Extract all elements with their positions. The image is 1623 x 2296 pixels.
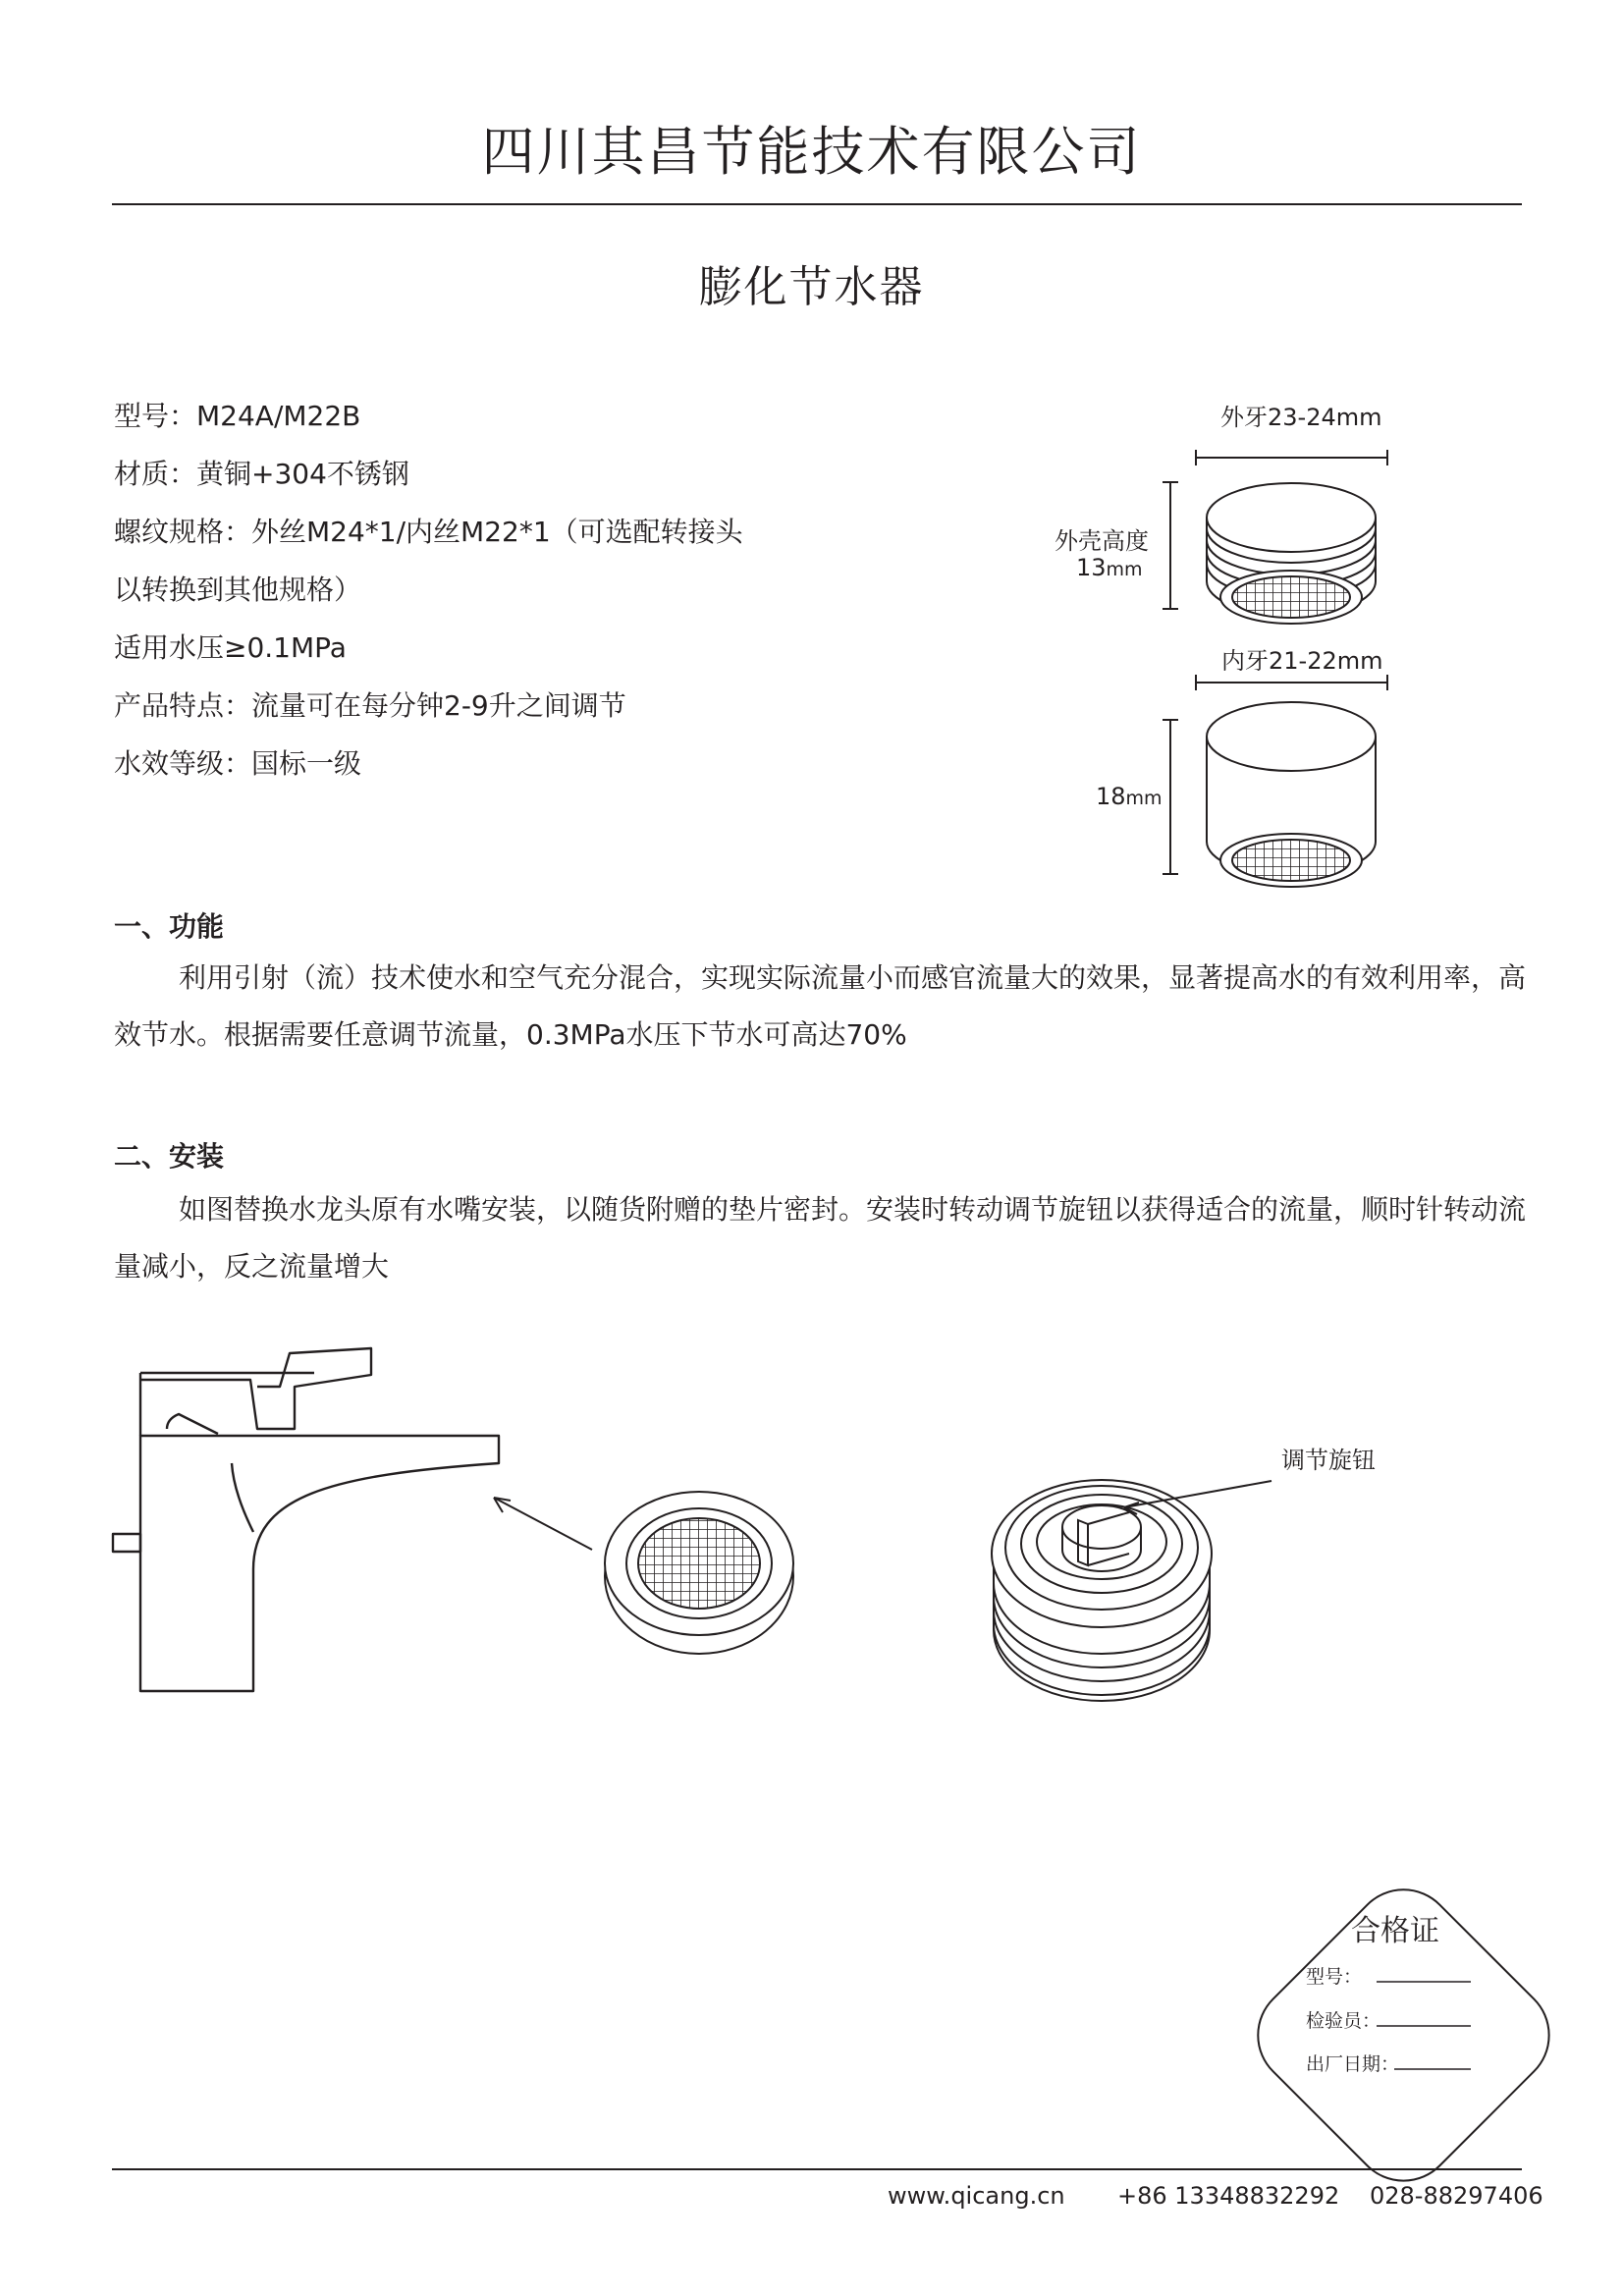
height-dimension — [1163, 720, 1178, 874]
outer-thread-dimension — [1196, 450, 1387, 465]
spec-efficiency: 水效等级：国标一级 — [114, 747, 362, 780]
aerator-smooth-drawing — [1207, 702, 1376, 887]
footer-website[interactable]: www.qicang.cn — [888, 2182, 1065, 2210]
shell-height-dimension — [1163, 482, 1178, 609]
spec-model: 型号：M24A/M22B — [114, 400, 361, 432]
footer-divider — [112, 2168, 1522, 2170]
section-function-text: 利用引射（流）技术使水和空气充分混合，实现实际流量小而感官流量大的效果，显著提高水的有效利用率，高效节水。根据需要任意调节流量，0.3MPa水压下节水可高达70% — [114, 961, 1527, 1051]
shell-height-value: 13mm — [1076, 554, 1143, 581]
certificate-title: 合格证 — [1351, 1914, 1439, 1948]
install-arrow — [494, 1498, 592, 1550]
spec-thread-cont: 以转换到其他规格） — [114, 574, 362, 606]
section-install-title: 二、安装 — [114, 1140, 225, 1173]
inner-thread-dimension — [1196, 675, 1387, 690]
product-title: 膨化节水器 — [698, 262, 925, 312]
inner-thread-label: 内牙21-22mm — [1221, 647, 1383, 675]
certificate-field-date: 出厂日期： — [1306, 2053, 1400, 2075]
footer-phone[interactable]: +86 13348832292 — [1117, 2182, 1340, 2210]
footer-tel[interactable]: 028-88297406 — [1370, 2182, 1543, 2210]
knob-label: 调节旋钮 — [1281, 1447, 1376, 1474]
certificate-field-inspector: 检验员： — [1306, 2010, 1381, 2032]
certificate-field-model: 型号： — [1306, 1966, 1363, 1988]
spec-material: 材质：黄铜+304不锈钢 — [114, 458, 409, 490]
aerator-disk-drawing — [605, 1492, 793, 1654]
faucet-drawing — [113, 1348, 499, 1691]
section-function-title: 一、功能 — [114, 910, 225, 943]
aerator-threaded-drawing — [1207, 483, 1376, 624]
section-install-text: 如图替换水龙头原有水嘴安装，以随货附赠的垫片密封。安装时转动调节旋钮以获得适合的流量，顺时针转动流量减小，反之流量增大 — [114, 1193, 1527, 1283]
height-value: 18mm — [1096, 783, 1163, 810]
spec-pressure: 适用水压≥0.1MPa — [114, 631, 347, 664]
company-name: 四川其昌节能技术有限公司 — [481, 121, 1142, 183]
shell-height-label: 外壳高度 — [1055, 527, 1149, 555]
spec-thread: 螺纹规格：外丝M24*1/内丝M22*1（可选配转接头 — [114, 516, 743, 548]
spec-feature: 产品特点：流量可在每分钟2-9升之间调节 — [114, 689, 626, 722]
aerator-knob-drawing — [992, 1480, 1212, 1701]
outer-thread-label: 外牙23-24mm — [1220, 404, 1382, 431]
